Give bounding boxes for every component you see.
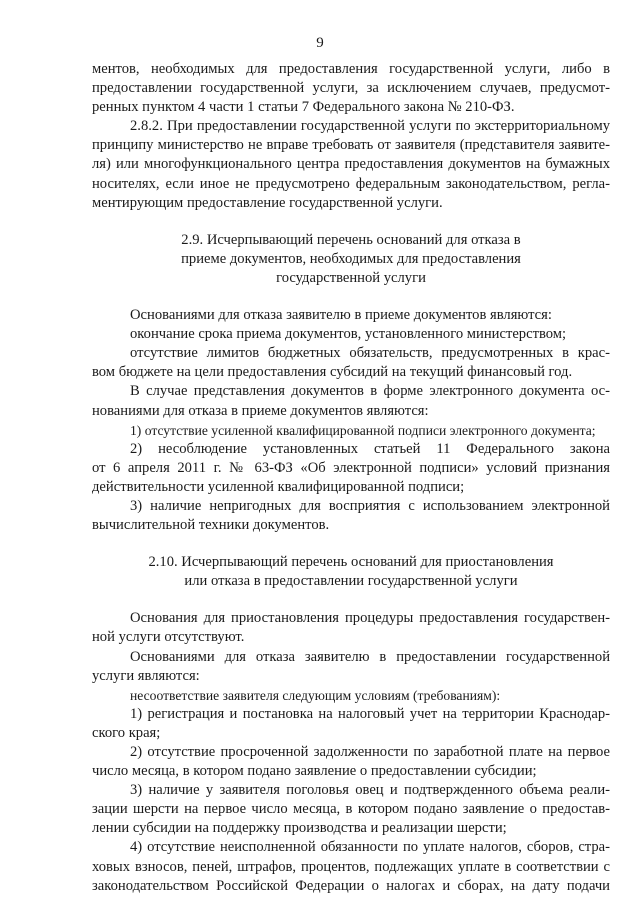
text-line: число месяца, в котором подано заявление о предоставлении субсидии;: [92, 763, 537, 780]
section-2-10-body: [92, 609, 610, 895]
heading-line: приеме документов, необходимых для предоставления: [181, 250, 521, 267]
text-line: В случае представления документов в форме электронного документа ос-: [130, 383, 610, 400]
text-line: 2.8.2. При предоставлении государственной услуги по экстерриториальному: [130, 118, 610, 135]
text-line: ля) или многофункционального центра предоставления документов на бумажных: [92, 156, 610, 173]
text-line: зации шерсти на первое число месяца, в котором подано заявление о предостав-: [92, 801, 610, 818]
paragraph-2-8-2: [92, 117, 610, 212]
heading-line: 2.9. Исчерпывающий перечень оснований для отказа в: [181, 231, 521, 248]
text-line: 3) наличие у заявителя поголовья овец и подтвержденного объема реали-: [130, 782, 610, 799]
text-line: 1) отсутствие усиленной квалифицированной подписи электронного документа;: [130, 422, 596, 438]
text-line: Основаниями для отказа заявителю в приеме документов являются:: [130, 307, 552, 324]
text-line: законодательством Российской Федерации о налогах и сборах, на дату подачи: [92, 877, 610, 894]
page-number: 9: [316, 35, 324, 51]
section-2-10-heading: [92, 553, 610, 591]
text-line: услуги являются:: [92, 667, 200, 684]
text-line: 4) отсутствие неисполненной обязанности по уплате налогов, сборов, стра-: [130, 839, 610, 856]
text-line: вом бюджете на цели предоставления субсидий на текущий финансовый год.: [92, 364, 573, 381]
text-line: 2) несоблюдение установленных статьей 11 Федерального закона: [130, 440, 610, 457]
text-line: 2) отсутствие просроченной задолженности по заработной плате на первое: [130, 744, 610, 760]
text-line: ренных пунктом 4 части 1 статьи 7 Федерального закона № 210-ФЗ.: [92, 99, 515, 116]
text-line: действительности усиленной квалифицированной подписи;: [92, 478, 465, 495]
text-line: лении субсидии на поддержку производства и реализации шерсти;: [92, 820, 507, 837]
text-line: Основаниями для отказа заявителю в предоставлении государственной: [130, 648, 610, 665]
text-line: нованиями для отказа в приеме документов являются:: [92, 402, 429, 419]
text-line: ной услуги отсутствуют.: [92, 629, 245, 646]
text-line: вычислительной техники документов.: [92, 517, 330, 534]
text-line: ментов, необходимых для предоставления государственной услуги, либо в: [92, 61, 610, 77]
text-line: от 6 апреля 2011 г. № 63-ФЗ «Об электронной подписи» условий признания: [92, 459, 610, 476]
text-line: ментирующим предоставление государственной услуги.: [92, 194, 443, 211]
text-line: 3) наличие непригодных для восприятия с использованием электронной: [130, 497, 610, 514]
heading-line: 2.10. Исчерпывающий перечень оснований для приостановления: [148, 554, 554, 571]
text-line: отсутствие лимитов бюджетных обязательств, предусмотренных в крас-: [130, 345, 610, 362]
section-2-9-heading: [92, 231, 610, 288]
paragraph-2-8-continuation: [92, 60, 610, 117]
text-line: 1) регистрация и постановка на налоговый учет на территории Краснодар-: [130, 705, 610, 722]
text-line: ховых взносов, пеней, штрафов, процентов, подлежащих уплате в соответствии с: [92, 858, 610, 875]
text-line: ского края;: [92, 724, 161, 741]
heading-line: или отказа в предоставлении государственной услуги: [184, 573, 518, 590]
text-line: принципу министерство не вправе требовать от заявителя (представителя заявите-: [92, 137, 610, 154]
page-body: [92, 60, 610, 896]
text-line: носителях, если иное не предусмотрено федеральным законодательством, регла-: [92, 175, 610, 192]
section-2-9-body: [92, 306, 610, 535]
text-line: предоставлении государственной услуги, за исключением случаев, предусмот-: [92, 80, 610, 97]
text-line: несоответствие заявителя следующим условиям (требованиям):: [130, 687, 501, 703]
heading-line: государственной услуги: [276, 269, 426, 286]
text-line: окончание срока приема документов, установленного министерством;: [130, 326, 567, 343]
text-line: Основания для приостановления процедуры предоставления государствен-: [130, 610, 610, 627]
